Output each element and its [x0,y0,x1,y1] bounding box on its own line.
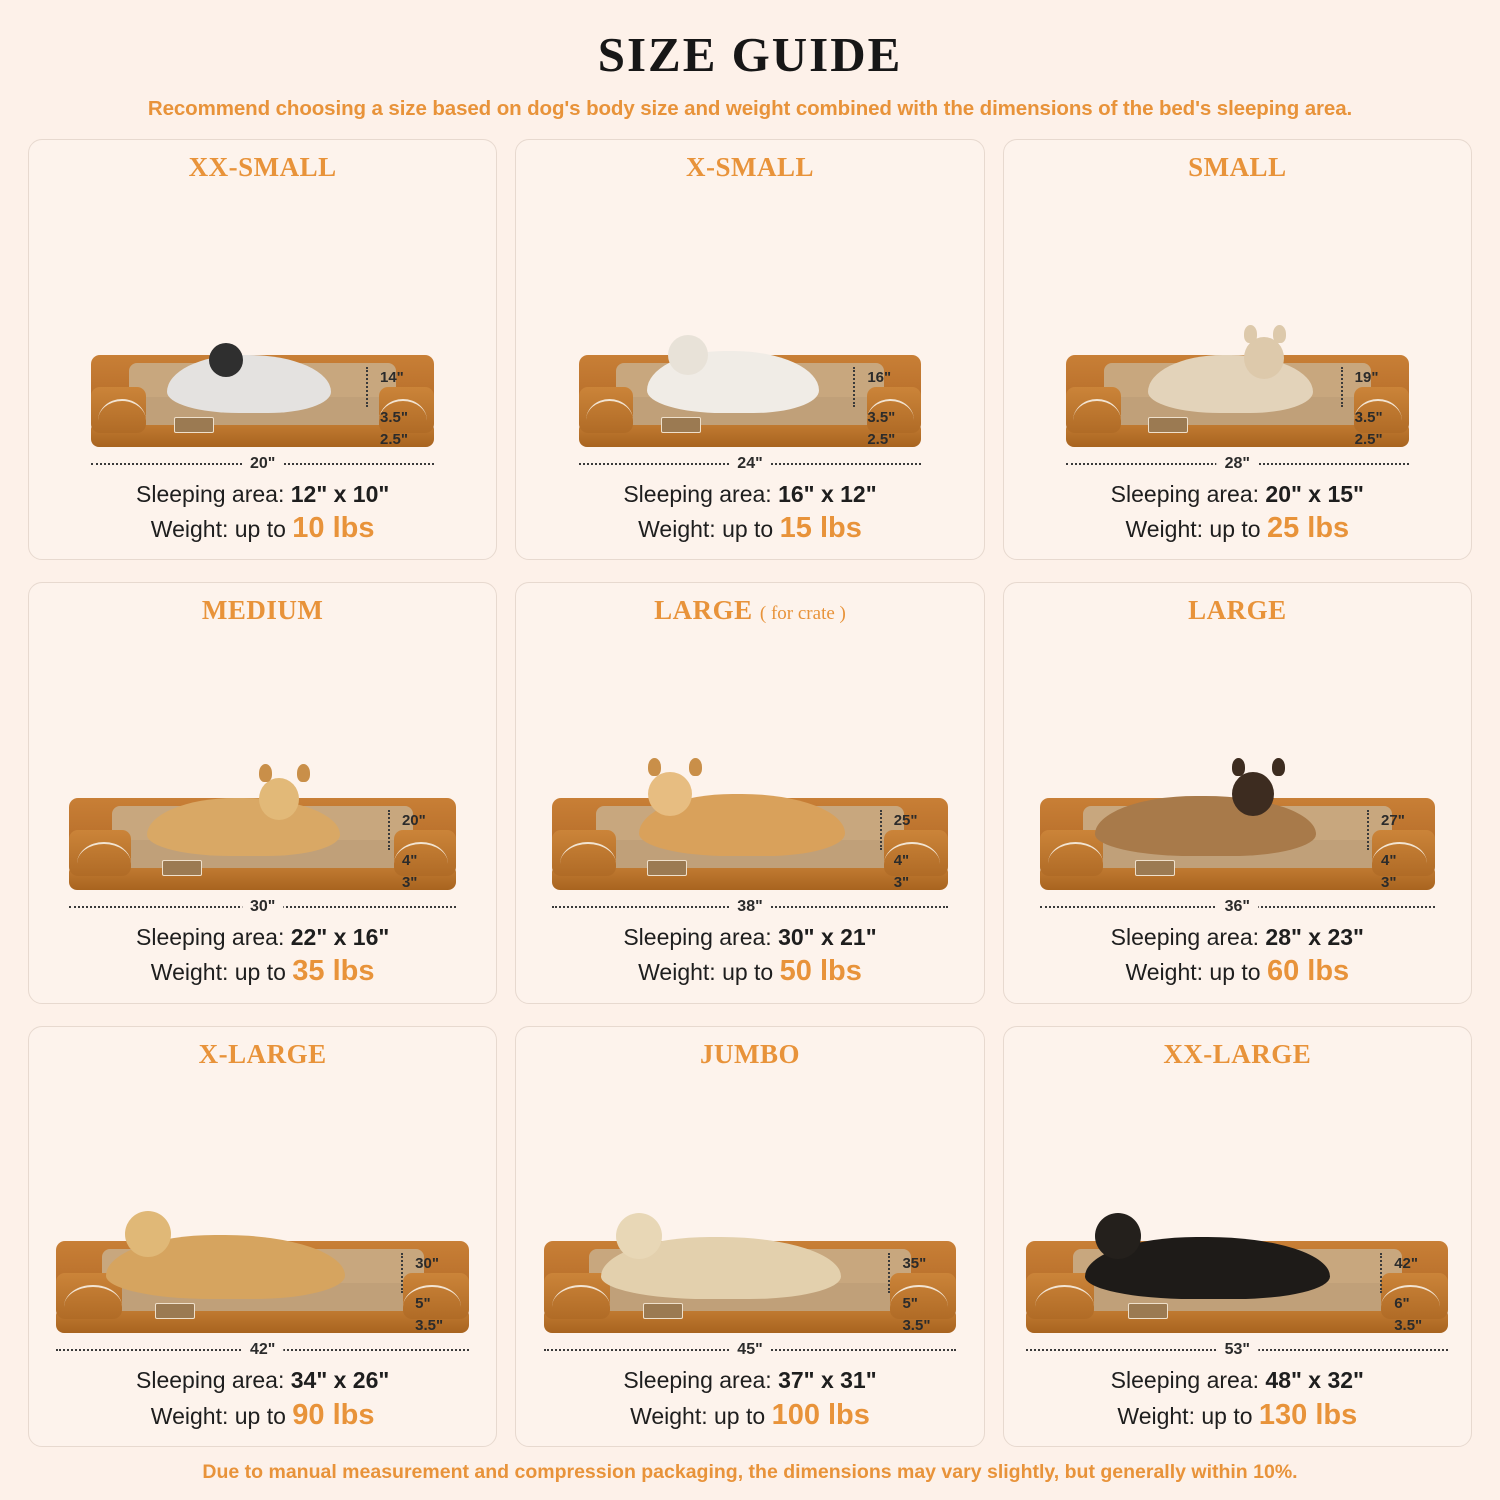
dim-mattress: 6" [1394,1295,1410,1313]
page-subtitle: Recommend choosing a size based on dog's body size and weight combined with the dimensions of the bed's sleeping area. [147,97,1353,120]
dim-depth: 20" [401,812,426,830]
dim-mattress: 4" [1381,852,1397,870]
dim-mattress: 4" [401,852,418,870]
dim-depth: 35" [902,1255,927,1273]
brand-tag [643,1303,683,1319]
weight-label: Weight: up to [150,1402,293,1429]
dim-base: 3.5" [1394,1317,1423,1335]
width-dimension [69,898,456,920]
dim-depth: 19" [1354,368,1379,386]
weight-value: 15 lbs [779,512,862,545]
weight-value: 25 lbs [1266,512,1350,545]
weight-label: Weight: up to [150,516,293,543]
size-specs [1018,479,1457,548]
size-card-grid [28,139,1472,1447]
dim-width: 30" [242,898,283,916]
size-card-title [1163,1039,1311,1070]
bed-wrap [69,798,456,890]
sleeping-area-value: 30" x 21" [778,924,877,951]
weight-label: Weight: up to [638,516,780,543]
height-dimensions [1370,1247,1446,1339]
height-dimensions [1331,361,1407,453]
width-dimension [56,1341,469,1363]
sleeping-area-label: Sleeping area: [136,480,291,507]
sleeping-area-value: 28" x 23" [1265,924,1364,951]
size-specs [43,479,482,548]
weight-line [1018,952,1457,990]
dim-depth: 27" [1381,812,1405,830]
pet-ear-left-icon [1232,758,1245,776]
size-name: XX-LARGE [1163,1038,1312,1069]
sleeping-area-label: Sleeping area: [1110,1367,1266,1394]
size-card-title [189,152,337,183]
height-dimensions [1357,804,1433,896]
height-dimensions [843,361,919,453]
pet-ear-right-icon [1273,325,1286,343]
size-card [515,139,984,560]
sleeping-area-line [1018,1365,1457,1395]
size-note: ( for crate ) [759,603,846,625]
sleeping-area-value: 37" x 31" [778,1367,877,1394]
size-name: X-LARGE [198,1038,327,1069]
sleeping-area-value: 34" x 26" [290,1367,390,1394]
dim-width: 38" [729,898,770,916]
dim-width: 20" [242,455,283,473]
pet-head-icon [209,343,243,377]
brand-tag [162,860,202,876]
bed-illustration [43,185,482,451]
weight-value: 35 lbs [292,955,375,988]
size-card [28,582,497,1003]
size-card [28,1026,497,1447]
size-name: SMALL [1188,152,1287,182]
size-card-title [199,1039,327,1070]
sleeping-area-value: 22" x 16" [290,924,390,951]
width-dimension [1066,455,1409,477]
disclaimer-note: Due to manual measurement and compression packaging, the dimensions may vary slightly, but generally within 10%. [202,1461,1298,1483]
dim-depth: 16" [867,368,892,386]
sleeping-area-line [1018,479,1457,509]
bed-wrap [544,1241,957,1333]
size-card [1003,582,1472,1003]
weight-label: Weight: up to [1125,959,1267,986]
pet-head-icon [1244,337,1284,379]
bed-wrap [56,1241,469,1333]
brand-tag [1128,1303,1168,1319]
brand-tag [174,417,214,433]
sleeping-area-label: Sleeping area: [623,480,779,507]
dim-mattress: 3.5" [1354,408,1383,426]
weight-label: Weight: up to [150,959,293,986]
size-card [28,139,497,560]
bed-wrap [91,355,434,447]
weight-label: Weight: up to [1117,1402,1259,1429]
sleeping-area-label: Sleeping area: [136,1367,291,1394]
sleeping-area-value: 48" x 32" [1265,1367,1364,1394]
dim-base: 3.5" [902,1317,931,1335]
size-name: LARGE [1188,595,1287,626]
size-name: X-SMALL [685,152,814,182]
dim-depth: 14" [380,368,404,386]
page-title: SIZE GUIDE [597,27,903,82]
pet-ear-right-icon [689,758,702,776]
weight-line [43,509,482,547]
size-specs [43,922,482,991]
pet-head-icon [648,772,692,816]
bed-illustration [1018,1072,1457,1338]
sleeping-area-line [1018,922,1457,952]
dim-depth: 25" [893,812,918,830]
height-dimensions [878,1247,954,1339]
weight-value: 10 lbs [292,512,375,545]
pet-head-icon [668,335,708,375]
pet-ear-left-icon [259,764,272,782]
brand-tag [155,1303,195,1319]
sleeping-area-label: Sleeping area: [1110,480,1266,507]
dim-width: 45" [729,1341,770,1359]
size-card-title [686,152,814,183]
pet-ear-left-icon [648,758,661,776]
weight-line [530,509,969,547]
brand-tag [1135,860,1175,876]
size-card-title [1188,595,1287,626]
dim-base: 3.5" [415,1317,444,1335]
size-card-title [202,595,323,626]
size-card [1003,139,1472,560]
width-dimension [1026,1341,1448,1363]
bed-wrap [579,355,922,447]
pet-head-icon [616,1213,662,1259]
sleeping-area-label: Sleeping area: [136,924,291,951]
size-card [515,1026,984,1447]
dim-base: 3" [893,874,910,892]
size-name: XX-SMALL [188,152,337,182]
bed-illustration [530,185,969,451]
weight-line [43,1396,482,1434]
weight-line [530,1396,969,1434]
size-card-title [700,1039,800,1070]
weight-value: 90 lbs [292,1398,375,1431]
brand-tag [661,417,701,433]
size-card-title [654,595,846,626]
sleeping-area-value: 16" x 12" [778,480,877,507]
pet-ear-right-icon [1272,758,1285,776]
weight-line [43,952,482,990]
dim-base: 2.5" [1354,430,1383,448]
weight-line [530,952,969,990]
dim-mattress: 4" [893,852,910,870]
pet-ear-left-icon [1244,325,1257,343]
bed-wrap [1026,1241,1448,1333]
weight-line [1018,1396,1457,1434]
weight-label: Weight: up to [1125,516,1267,543]
sleeping-area-value: 12" x 10" [290,480,390,507]
dim-mattress: 5" [415,1295,431,1313]
dim-depth: 42" [1394,1255,1418,1273]
size-specs [530,1365,969,1434]
brand-tag [1148,417,1188,433]
size-card-title [1188,152,1287,183]
size-specs [530,922,969,991]
weight-value: 100 lbs [771,1398,870,1431]
height-dimensions [356,361,432,453]
dim-base: 3" [401,874,418,892]
bed-illustration [1018,628,1457,894]
pet-head-icon [1232,772,1274,816]
sleeping-area-line [530,479,969,509]
size-name: JUMBO [699,1038,800,1069]
dim-base: 3" [1381,874,1397,892]
dim-mattress: 5" [902,1295,918,1313]
size-specs [530,479,969,548]
dim-mattress: 3.5" [867,408,896,426]
dim-width: 28" [1217,455,1258,473]
bed-wrap [1066,355,1409,447]
size-card [1003,1026,1472,1447]
weight-value: 130 lbs [1258,1398,1358,1431]
bed-illustration [530,628,969,894]
sleeping-area-label: Sleeping area: [1110,924,1266,951]
bed-wrap [552,798,947,890]
weight-line [1018,509,1457,547]
size-specs [43,1365,482,1434]
dim-width: 53" [1217,1341,1258,1359]
dim-mattress: 3.5" [380,408,408,426]
dim-base: 2.5" [867,430,896,448]
bed-illustration [43,1072,482,1338]
weight-label: Weight: up to [630,1402,772,1429]
size-card [515,582,984,1003]
brand-tag [647,860,687,876]
width-dimension [544,1341,957,1363]
sleeping-area-line [43,479,482,509]
height-dimensions [870,804,946,896]
size-name: LARGE [654,595,753,626]
width-dimension [552,898,947,920]
weight-value: 60 lbs [1266,955,1350,988]
dim-width: 24" [729,455,770,473]
height-dimensions [391,1247,467,1339]
dim-base: 2.5" [380,430,408,448]
bed-illustration [1018,185,1457,451]
weight-label: Weight: up to [638,959,780,986]
sleeping-area-label: Sleeping area: [623,1367,779,1394]
sleeping-area-label: Sleeping area: [623,924,779,951]
sleeping-area-line [43,922,482,952]
sleeping-area-line [43,1365,482,1395]
bed-illustration [530,1072,969,1338]
pet-head-icon [125,1211,171,1257]
sleeping-area-line [530,922,969,952]
width-dimension [579,455,922,477]
weight-value: 50 lbs [779,955,862,988]
pet-ear-right-icon [297,764,310,782]
size-specs [1018,1365,1457,1434]
dim-width: 36" [1217,898,1258,916]
width-dimension [1040,898,1435,920]
size-specs [1018,922,1457,991]
height-dimensions [378,804,454,896]
bed-wrap [1040,798,1435,890]
pet-head-icon [259,778,299,820]
pet-head-icon [1095,1213,1141,1259]
dim-width: 42" [242,1341,283,1359]
sleeping-area-value: 20" x 15" [1265,480,1364,507]
bed-illustration [43,628,482,894]
size-name: MEDIUM [201,595,324,626]
dim-depth: 30" [415,1255,439,1273]
sleeping-area-line [530,1365,969,1395]
width-dimension [91,455,434,477]
